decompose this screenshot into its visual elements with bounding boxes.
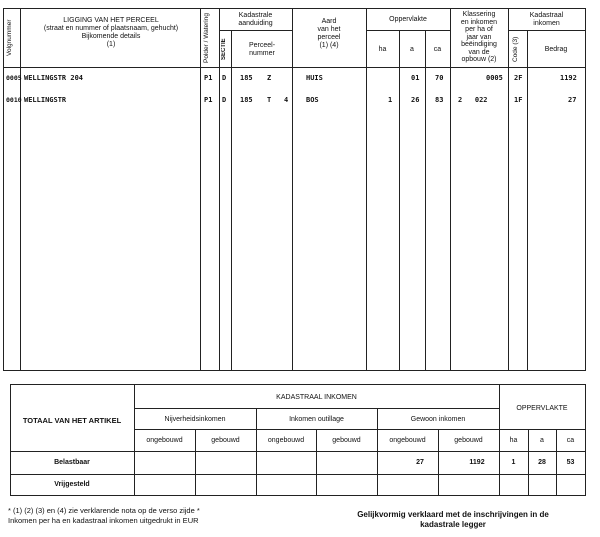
col-gebouwd: gebouwd [332,437,361,444]
header-perceel [232,42,292,58]
header-aard-2: van het [317,26,341,33]
col-ongebouwd: ongebouwd [389,437,426,444]
header-bedrag: Bedrag [544,46,568,53]
row-perceel: 185 [240,96,253,104]
footnote [8,506,308,526]
row-polder: P1 [204,96,213,104]
header-a: a [410,46,414,53]
belastbaar-gewoon-gebouwd: 1192 [469,459,485,466]
header-ca: ca [433,46,442,53]
header-klassering [450,11,508,64]
header-code: Code (3) [512,36,519,62]
row-bedrag: 1192 [560,74,577,82]
header-oppervlakte: Oppervlakte [389,16,427,23]
header-volgnummer: Volgnummer [6,19,13,57]
header-aard-3: perceel [317,34,341,41]
header-aard [292,18,366,50]
header-aard-4: (1) (4) [319,42,339,49]
header-kad-ink-2: inkomen [533,20,560,27]
gewoon-inkomen-header: Gewoon inkomen [410,416,466,423]
header-perceel-2: nummer [249,50,275,57]
header-klass-1: Klassering [462,11,496,18]
header-klass-4: jaar van [466,33,492,41]
row-perceel-suffix: 4 [284,96,289,104]
header-ligging-sub: (straat en nummer of plaatsnaam, gehucht) [43,25,179,32]
col-gebouwd: gebouwd [211,437,240,444]
row-perceel-letter: T [267,96,272,104]
row-polder: P1 [204,74,213,82]
header-ligging [22,17,200,49]
outillage-header: Inkomen outillage [289,416,344,423]
row-code: 1F [514,96,523,104]
header-ligging-note: (1) [106,41,116,48]
row-perceel-letter: Z [267,74,272,82]
footnote-line-1: * (1) (2) (3) en (4) zie verklarende nota op de verso zijde * [8,506,200,515]
belastbaar-ca: 53 [566,459,575,466]
row-ligging: WELLINGSTR [24,96,67,104]
nijverheidsinkomen-header: Nijverheidsinkomen [164,416,226,423]
row-ca: 70 [435,74,444,82]
header-sectie: SECTIE [221,38,227,60]
col-ongebouwd: ongebouwd [267,437,305,444]
header-ha: ha [378,46,387,53]
row-ligging: WELLINGSTR 204 [24,74,84,82]
row-ha: 1 [388,96,393,104]
header-klass-5: beëindiging [461,41,497,48]
conformity-line-1: Gelijkvormig verklaard met de inschrijvingen in de [357,510,549,519]
footnote-line-2: Inkomen per ha en kadastraal inkomen uitgedrukt in EUR [8,516,199,525]
belastbaar-gewoon-ongebouwd: 27 [416,459,424,466]
belastbaar-label: Belastbaar [54,459,90,466]
conformity-line-2: kadastrale legger [420,520,486,529]
header-klass-6: van de [468,48,490,56]
vrijgesteld-label: Vrijgesteld [54,481,90,488]
header-ligging-title: LIGGING VAN HET PERCEEL [63,17,159,24]
totaal-artikel-label: TOTAAL VAN HET ARTIKEL [22,416,122,425]
header-kadastrale-1: Kadastrale [238,12,273,19]
col-a: a [540,437,544,444]
row-a: 26 [411,96,420,104]
row-aard: BOS [306,96,319,104]
header-klass-7: opbouw (2) [461,56,497,63]
col-gebouwd: gebouwd [454,437,483,444]
header-klass-2: en inkomen [460,18,498,26]
col-ongebouwd: ongebouwd [146,437,183,444]
row-volgnummer: 0005 [6,74,22,82]
belastbaar-ha: 1 [511,459,516,466]
oppervlakte-header: OPPERVLAKTE [516,405,568,412]
header-kadastrale-2: aanduiding [238,20,273,27]
header-polder: Polder / Watering [203,13,210,63]
col-ca: ca [566,437,575,444]
header-ligging-details: Bijkomende details [81,33,141,40]
header-kad-ink-1: Kadastraal [529,12,564,19]
header-kadastraal-inkomen [508,12,585,28]
row-code: 2F [514,74,523,82]
conformity-statement [318,510,588,530]
header-kadastrale [219,12,292,28]
row-a: 01 [411,74,420,82]
header-perceel-1: Perceel- [248,42,276,49]
row-bedrag: 27 [568,96,577,104]
header-aard-1: Aard [321,18,337,25]
col-ha: ha [509,437,518,444]
row-klassering: 0005 [486,74,503,82]
row-aard: HUIS [306,74,323,82]
kadastraal-inkomen-header: KADASTRAAL INKOMEN [276,394,357,401]
row-sectie: D [222,74,227,82]
belastbaar-a: 28 [538,459,546,466]
row-ca: 83 [435,96,444,104]
row-sectie: D [222,96,227,104]
header-klass-3: per ha of [465,26,493,33]
row-klassering: 2 022 [458,96,488,104]
row-volgnummer: 0010 [6,96,22,104]
row-perceel: 185 [240,74,253,82]
